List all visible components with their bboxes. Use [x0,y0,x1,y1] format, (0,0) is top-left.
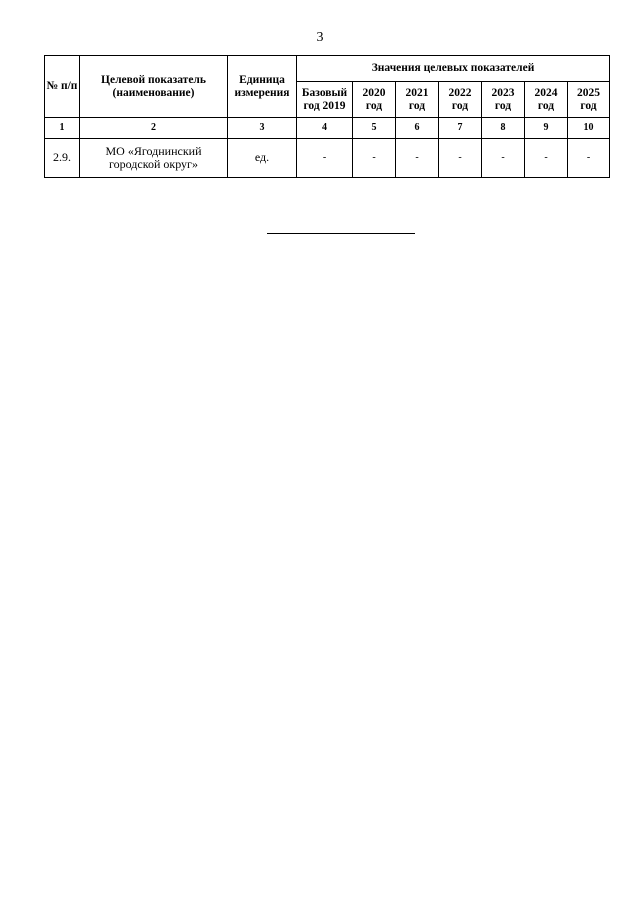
header-year-2024: 2024 год [525,82,568,118]
header-year-2020: 2020 год [353,82,396,118]
column-number: 1 [45,118,80,139]
column-number: 8 [482,118,525,139]
row-value-base: - [297,139,353,178]
row-value-2023: - [482,139,525,178]
header-indicator: Целевой показатель (наименование) [80,56,228,118]
column-number: 6 [396,118,439,139]
target-indicators-table [44,55,610,178]
column-number: 2 [80,118,228,139]
header-year-2022: 2022 год [439,82,482,118]
row-value-2022: - [439,139,482,178]
column-numbers-row [45,118,610,139]
page-number: 3 [316,30,324,45]
table-row [45,139,610,178]
column-number: 3 [228,118,297,139]
row-value-2020: - [353,139,396,178]
section-divider-line [267,233,415,234]
header-year-2021: 2021 год [396,82,439,118]
column-number: 5 [353,118,396,139]
header-unit: Единица измерения [228,56,297,118]
column-number: 10 [568,118,610,139]
header-row-top [45,56,610,82]
header-year-2025: 2025 год [568,82,610,118]
row-indicator: МО «Ягоднинский городской округ» [80,139,228,178]
header-number: № п/п [45,56,80,118]
header-year-base: Базовый год 2019 [297,82,353,118]
row-number: 2.9. [45,139,80,178]
row-value-2024: - [525,139,568,178]
row-unit: ед. [228,139,297,178]
column-number: 7 [439,118,482,139]
header-values-group: Значения целевых показателей [297,56,610,82]
row-value-2021: - [396,139,439,178]
column-number: 4 [297,118,353,139]
column-number: 9 [525,118,568,139]
header-year-2023: 2023 год [482,82,525,118]
row-value-2025: - [568,139,610,178]
